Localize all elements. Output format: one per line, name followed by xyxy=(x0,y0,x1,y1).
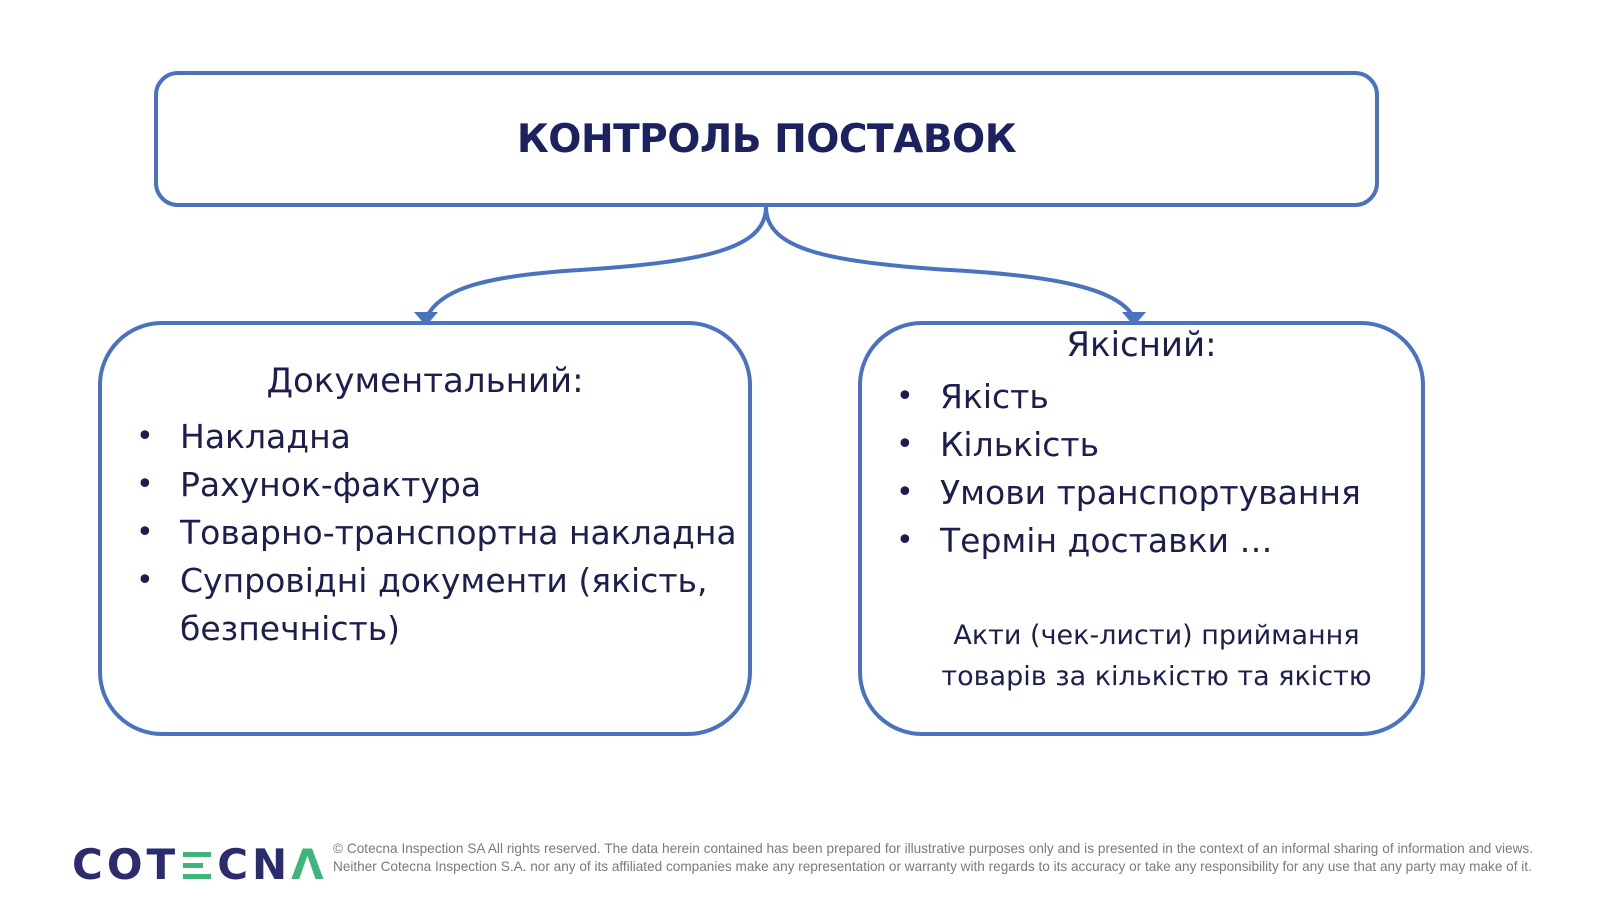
documentary-list xyxy=(132,413,742,653)
bullet-icon: • xyxy=(136,419,154,454)
arrow-to-quality xyxy=(766,207,1134,318)
bullet-icon: • xyxy=(896,475,914,510)
logo-a-mark-icon: Λ xyxy=(291,840,328,889)
bullet-icon: • xyxy=(136,563,154,598)
cotecna-logo: COT CN Λ xyxy=(72,840,328,889)
bullet-icon: • xyxy=(896,379,914,414)
copyright-disclaimer: © Cotecna Inspection SA All rights reserved. The data herein contained has been prepared for illustrative purposes only and is presented in the context of an informal sharing of information and views. Neither Cotecna Inspection S.A. nor any of its affiliated companies make any representation or warranty with regards to its accuracy or take any responsibility for any use that any party may make of it. xyxy=(333,841,1533,874)
list-item: • Термін доставки … xyxy=(892,517,1422,565)
documentary-box xyxy=(98,321,752,736)
bullet-icon: • xyxy=(136,467,154,502)
title-box xyxy=(154,71,1379,207)
list-item: • Товарно-транспортна накладна xyxy=(132,509,742,557)
list-item: • Супровідні документи (якість, безпечність) xyxy=(132,557,742,653)
bullet-icon: • xyxy=(896,523,914,558)
bullet-icon: • xyxy=(896,427,914,462)
list-item: • Кількість xyxy=(892,421,1422,469)
list-item: • Накладна xyxy=(132,413,742,461)
documentary-heading: Документальний: xyxy=(266,361,584,401)
quality-list xyxy=(892,373,1422,565)
arrow-to-documentary xyxy=(426,207,766,318)
logo-e-mark-icon xyxy=(183,849,213,881)
bullet-icon: • xyxy=(136,515,154,550)
list-item: • Рахунок-фактура xyxy=(132,461,742,509)
acceptance-acts-note: Акти (чек-листи) приймання товарів за кількістю та якістю xyxy=(941,620,1372,692)
diagram-title: КОНТРОЛЬ ПОСТАВОК xyxy=(516,116,1017,162)
list-item: • Умови транспортування xyxy=(892,469,1422,517)
list-item: • Якість xyxy=(892,373,1422,421)
quality-box xyxy=(858,321,1425,736)
quality-heading: Якісний: xyxy=(1066,325,1217,365)
